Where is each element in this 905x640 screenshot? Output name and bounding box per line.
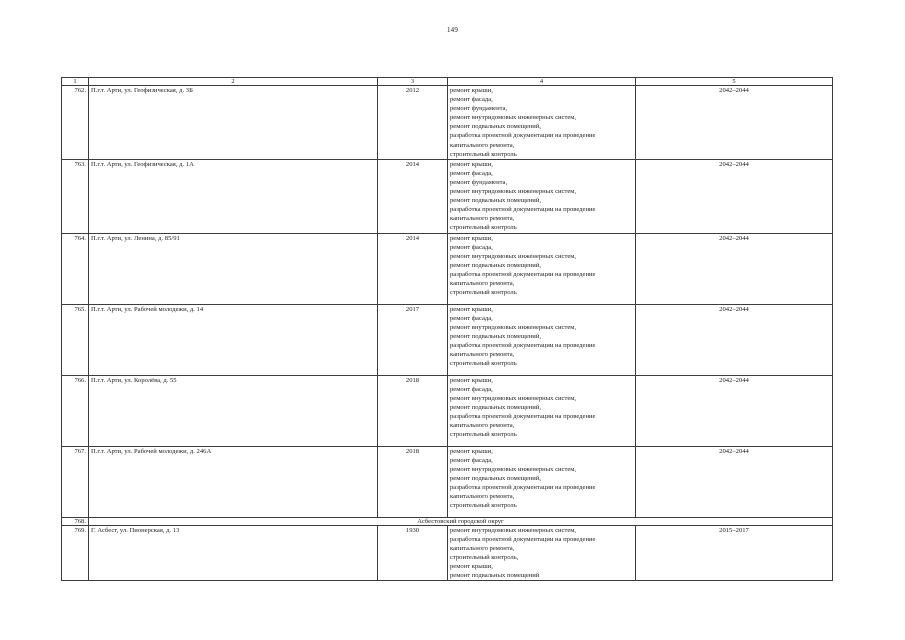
works-cell — [448, 159, 636, 233]
work-item: строительный контроль — [450, 360, 517, 368]
work-item: ремонт подвальных помещений, — [450, 123, 541, 131]
period-cell: 2042–2044 — [636, 446, 833, 517]
work-item: ремонт фундамента, — [450, 178, 508, 186]
work-item: капитального ремонта, — [450, 492, 515, 500]
work-item: ремонт внутридомовых инженерных систем, — [450, 114, 577, 122]
table-body — [62, 78, 833, 581]
address-cell: П.г.т. Арти, ул. Геофизическая, д. 1А — [89, 159, 378, 233]
row-number: 765. — [62, 304, 89, 375]
work-item: ремонт подвальных помещений, — [450, 474, 541, 482]
row-number: 767. — [62, 446, 89, 517]
address-cell: Г. Асбест, ул. Пионерская, д. 13 — [89, 525, 378, 581]
row-number: 764. — [62, 233, 89, 304]
address-cell: П.г.т. Арти, ул. Рабочей молодежи, д. 246А — [89, 446, 378, 517]
work-item: ремонт внутридомовых инженерных систем, — [450, 252, 577, 260]
header-cell-3: 3 — [378, 78, 448, 86]
work-item: ремонт фасада, — [450, 314, 493, 322]
year-cell: 2014 — [378, 159, 448, 233]
work-item: капитального ремонта, — [450, 421, 515, 429]
work-item: разработка проектной документации на проведение — [450, 270, 596, 278]
work-item: разработка проектной документации на проведение — [450, 206, 596, 214]
table-row — [62, 86, 833, 160]
work-item: ремонт подвальных помещений, — [450, 332, 541, 340]
table-row — [62, 159, 833, 233]
work-item: ремонт крыши, — [450, 447, 493, 455]
work-item: ремонт внутридомовых инженерных систем, — [450, 526, 577, 534]
work-item: разработка проектной документации на проведение — [450, 412, 596, 420]
works-cell — [448, 375, 636, 446]
work-item: разработка проектной документации на проведение — [450, 535, 596, 543]
work-item: капитального ремонта, — [450, 141, 515, 149]
work-item: ремонт фасада, — [450, 243, 493, 251]
header-cell-5: 5 — [636, 78, 833, 86]
work-item: капитального ремонта, — [450, 544, 515, 552]
year-cell: 2012 — [378, 86, 448, 160]
work-item: ремонт фасада, — [450, 456, 493, 464]
work-item: строительный контроль — [450, 289, 517, 297]
row-number: 762. — [62, 86, 89, 160]
row-number: 766. — [62, 375, 89, 446]
work-item: ремонт фасада, — [450, 96, 493, 104]
address-cell: П.г.т. Арти, ул. Королёва, д. 55 — [89, 375, 378, 446]
section-row — [62, 517, 833, 525]
work-item: строительный контроль — [450, 431, 517, 439]
work-item: ремонт фасада, — [450, 169, 493, 177]
row-number: 763. — [62, 159, 89, 233]
work-item: ремонт крыши, — [450, 160, 493, 168]
works-cell — [448, 86, 636, 160]
table-row — [62, 233, 833, 304]
table-row — [62, 375, 833, 446]
repair-program-table — [61, 77, 833, 581]
table-row — [62, 304, 833, 375]
year-cell: 2018 — [378, 375, 448, 446]
work-item: строительный контроль — [450, 502, 517, 510]
work-item: разработка проектной документации на проведение — [450, 132, 596, 140]
work-item: ремонт крыши, — [450, 376, 493, 384]
work-item: ремонт внутридомовых инженерных систем, — [450, 465, 577, 473]
header-cell-2: 2 — [89, 78, 378, 86]
header-cell-1: 1 — [62, 78, 89, 86]
year-cell: 2018 — [378, 446, 448, 517]
work-item: ремонт фундамента, — [450, 105, 508, 113]
work-item: ремонт крыши, — [450, 562, 493, 570]
work-item: ремонт внутридомовых инженерных систем, — [450, 323, 577, 331]
work-item: ремонт крыши, — [450, 305, 493, 313]
work-item: ремонт подвальных помещений — [450, 571, 540, 579]
period-cell: 2042–2044 — [636, 233, 833, 304]
works-cell — [448, 304, 636, 375]
page-number: 149 — [446, 26, 459, 34]
work-item: ремонт внутридомовых инженерных систем, — [450, 394, 577, 402]
work-item: строительный контроль, — [450, 553, 519, 561]
year-cell: 2017 — [378, 304, 448, 375]
address-cell: П.г.т. Арти, ул. Ленина, д. 85/91 — [89, 233, 378, 304]
work-item: ремонт подвальных помещений, — [450, 261, 541, 269]
works-cell — [448, 525, 636, 581]
header-cell-4: 4 — [448, 78, 636, 86]
work-item: ремонт подвальных помещений, — [450, 403, 541, 411]
work-item: ремонт фасада, — [450, 385, 493, 393]
section-title: Асбестовский городской округ — [89, 517, 833, 525]
work-item: капитального ремонта, — [450, 215, 515, 223]
year-cell: 1930 — [378, 525, 448, 581]
work-item: строительный контроль — [450, 224, 517, 232]
work-item: строительный контроль — [450, 150, 517, 158]
row-number: 769. — [62, 525, 89, 581]
period-cell: 2042–2044 — [636, 375, 833, 446]
row-number: 768. — [62, 517, 89, 525]
year-cell: 2014 — [378, 233, 448, 304]
table-row — [62, 525, 833, 581]
works-cell — [448, 233, 636, 304]
period-cell: 2042–2044 — [636, 304, 833, 375]
address-cell: П.г.т. Арти, ул. Геофизическая, д. 3Б — [89, 86, 378, 160]
work-item: капитального ремонта, — [450, 350, 515, 358]
header-row — [62, 78, 833, 86]
period-cell: 2042–2044 — [636, 159, 833, 233]
work-item: капитального ремонта, — [450, 279, 515, 287]
work-item: ремонт подвальных помещений, — [450, 197, 541, 205]
work-item: ремонт крыши, — [450, 87, 493, 94]
works-cell — [448, 446, 636, 517]
work-item: ремонт крыши, — [450, 234, 493, 242]
work-item: ремонт внутридомовых инженерных систем, — [450, 188, 577, 196]
work-item: разработка проектной документации на проведение — [450, 341, 596, 349]
table-row — [62, 446, 833, 517]
address-cell: П.г.т. Арти, ул. Рабочей молодежи, д. 14 — [89, 304, 378, 375]
period-cell: 2015–2017 — [636, 525, 833, 581]
work-item: разработка проектной документации на проведение — [450, 483, 596, 491]
period-cell: 2042–2044 — [636, 86, 833, 160]
